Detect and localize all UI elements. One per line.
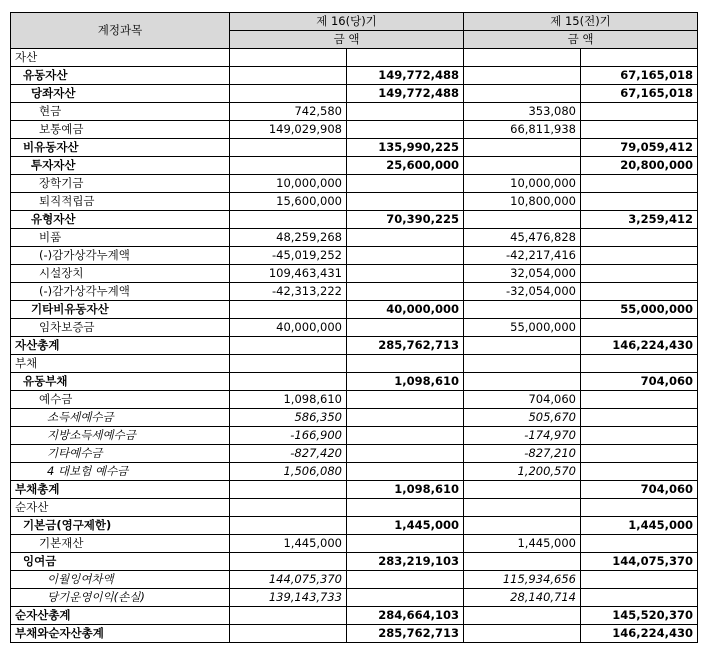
current-detail-amount	[230, 499, 347, 517]
current-detail-amount	[230, 211, 347, 229]
prior-detail-amount	[464, 355, 581, 373]
prior-total-amount: 144,075,370	[581, 553, 698, 571]
account-label: 임차보증금	[11, 319, 230, 337]
current-detail-amount: 1,506,080	[230, 463, 347, 481]
current-detail-amount: 15,600,000	[230, 193, 347, 211]
prior-detail-amount: 115,934,656	[464, 571, 581, 589]
prior-total-amount	[581, 499, 698, 517]
current-total-amount: 285,762,713	[347, 625, 464, 643]
current-total-amount: 285,762,713	[347, 337, 464, 355]
current-detail-amount: 1,445,000	[230, 535, 347, 553]
statement-rows	[11, 49, 698, 643]
current-total-amount: 1,098,610	[347, 373, 464, 391]
current-detail-amount: 1,098,610	[230, 391, 347, 409]
current-total-amount	[347, 535, 464, 553]
table-row	[11, 499, 698, 517]
current-total-amount	[347, 571, 464, 589]
prior-total-amount	[581, 49, 698, 67]
prior-detail-amount: 10,800,000	[464, 193, 581, 211]
current-total-amount	[347, 427, 464, 445]
table-row	[11, 517, 698, 535]
account-label: 유동자산	[11, 67, 230, 85]
prior-total-amount	[581, 193, 698, 211]
current-detail-amount: 144,075,370	[230, 571, 347, 589]
prior-total-amount	[581, 463, 698, 481]
account-label: 당기운영이익(손실)	[11, 589, 230, 607]
prior-total-amount	[581, 319, 698, 337]
header-row-periods	[11, 13, 698, 31]
prior-detail-amount: 1,445,000	[464, 535, 581, 553]
prior-total-amount	[581, 355, 698, 373]
prior-total-amount: 67,165,018	[581, 85, 698, 103]
prior-total-amount	[581, 229, 698, 247]
current-detail-amount: 48,259,268	[230, 229, 347, 247]
account-label: (-)감가상각누계액	[11, 283, 230, 301]
current-detail-amount: 742,580	[230, 103, 347, 121]
current-total-amount: 1,098,610	[347, 481, 464, 499]
prior-detail-amount	[464, 85, 581, 103]
table-row	[11, 139, 698, 157]
current-total-amount	[347, 409, 464, 427]
table-row	[11, 67, 698, 85]
prior-total-amount: 20,800,000	[581, 157, 698, 175]
prior-total-amount	[581, 265, 698, 283]
prior-detail-amount	[464, 67, 581, 85]
current-total-amount	[347, 121, 464, 139]
prior-detail-amount	[464, 157, 581, 175]
current-total-amount: 40,000,000	[347, 301, 464, 319]
current-detail-amount	[230, 517, 347, 535]
table-row	[11, 373, 698, 391]
prior-detail-amount: -32,054,000	[464, 283, 581, 301]
current-detail-amount: 10,000,000	[230, 175, 347, 193]
financial-statement	[10, 12, 698, 643]
current-total-amount	[347, 589, 464, 607]
prior-detail-amount	[464, 337, 581, 355]
prior-total-amount	[581, 121, 698, 139]
current-total-amount: 149,772,488	[347, 67, 464, 85]
current-detail-amount	[230, 49, 347, 67]
prior-detail-amount: 704,060	[464, 391, 581, 409]
table-row	[11, 391, 698, 409]
table-row	[11, 247, 698, 265]
account-title-header: 계정과목	[11, 13, 230, 49]
prior-detail-amount	[464, 373, 581, 391]
table-row	[11, 175, 698, 193]
table-row	[11, 301, 698, 319]
current-detail-amount	[230, 139, 347, 157]
prior-detail-amount	[464, 49, 581, 67]
prior-detail-amount	[464, 553, 581, 571]
current-detail-amount	[230, 553, 347, 571]
current-detail-amount	[230, 337, 347, 355]
account-label: 잉여금	[11, 553, 230, 571]
prior-total-amount: 1,445,000	[581, 517, 698, 535]
account-label: 순자산	[11, 499, 230, 517]
prior-detail-amount	[464, 301, 581, 319]
table-row	[11, 157, 698, 175]
current-total-amount	[347, 49, 464, 67]
prior-total-amount: 67,165,018	[581, 67, 698, 85]
table-row	[11, 211, 698, 229]
table-row	[11, 409, 698, 427]
prior-detail-amount: 66,811,938	[464, 121, 581, 139]
current-total-amount: 149,772,488	[347, 85, 464, 103]
current-total-amount	[347, 193, 464, 211]
prior-detail-amount: 28,140,714	[464, 589, 581, 607]
prior-detail-amount	[464, 607, 581, 625]
current-total-amount: 135,990,225	[347, 139, 464, 157]
prior-total-amount: 146,224,430	[581, 337, 698, 355]
table-row	[11, 625, 698, 643]
prior-detail-amount: 10,000,000	[464, 175, 581, 193]
table-row	[11, 49, 698, 67]
table-row	[11, 193, 698, 211]
current-total-amount	[347, 265, 464, 283]
prior-total-amount	[581, 535, 698, 553]
current-detail-amount: -166,900	[230, 427, 347, 445]
table-row	[11, 427, 698, 445]
account-label: 부채	[11, 355, 230, 373]
current-detail-amount	[230, 85, 347, 103]
prior-total-amount	[581, 283, 698, 301]
current-detail-amount	[230, 355, 347, 373]
prior-detail-amount	[464, 481, 581, 499]
table-row	[11, 535, 698, 553]
account-label: 현금	[11, 103, 230, 121]
current-detail-amount	[230, 625, 347, 643]
table-row	[11, 283, 698, 301]
table-row	[11, 589, 698, 607]
current-detail-amount	[230, 157, 347, 175]
current-total-amount	[347, 247, 464, 265]
current-detail-amount: 586,350	[230, 409, 347, 427]
prior-amount-header: 금 액	[464, 31, 698, 49]
account-label: 당좌자산	[11, 85, 230, 103]
current-detail-amount: -42,313,222	[230, 283, 347, 301]
account-label: 시설장치	[11, 265, 230, 283]
account-label: 예수금	[11, 391, 230, 409]
table-row	[11, 571, 698, 589]
current-total-amount	[347, 229, 464, 247]
balance-sheet-table	[10, 12, 698, 643]
account-label: 자산총계	[11, 337, 230, 355]
account-label: 기본금(영구제한)	[11, 517, 230, 535]
account-label: 유동부채	[11, 373, 230, 391]
prior-total-amount	[581, 445, 698, 463]
current-period-header: 제 16(당)기	[230, 13, 464, 31]
account-label: 투자자산	[11, 157, 230, 175]
prior-total-amount: 146,224,430	[581, 625, 698, 643]
prior-detail-amount: 505,670	[464, 409, 581, 427]
account-label: 부채총계	[11, 481, 230, 499]
current-detail-amount: 139,143,733	[230, 589, 347, 607]
current-total-amount	[347, 391, 464, 409]
prior-detail-amount	[464, 517, 581, 535]
prior-total-amount	[581, 103, 698, 121]
table-row	[11, 337, 698, 355]
prior-total-amount: 3,259,412	[581, 211, 698, 229]
prior-detail-amount: 45,476,828	[464, 229, 581, 247]
account-label: 자산	[11, 49, 230, 67]
prior-detail-amount: -42,217,416	[464, 247, 581, 265]
current-detail-amount: -45,019,252	[230, 247, 347, 265]
table-row	[11, 355, 698, 373]
account-label: 4 대보험 예수금	[11, 463, 230, 481]
prior-detail-amount: 353,080	[464, 103, 581, 121]
prior-detail-amount	[464, 499, 581, 517]
current-detail-amount	[230, 607, 347, 625]
current-amount-header: 금 액	[230, 31, 464, 49]
prior-detail-amount: 1,200,570	[464, 463, 581, 481]
current-total-amount: 70,390,225	[347, 211, 464, 229]
table-row	[11, 229, 698, 247]
current-total-amount	[347, 283, 464, 301]
account-label: 순자산총계	[11, 607, 230, 625]
prior-detail-amount: -827,210	[464, 445, 581, 463]
table-row	[11, 121, 698, 139]
account-label: 소득세예수금	[11, 409, 230, 427]
current-total-amount	[347, 445, 464, 463]
current-detail-amount: 40,000,000	[230, 319, 347, 337]
prior-total-amount	[581, 427, 698, 445]
table-row	[11, 553, 698, 571]
table-row	[11, 607, 698, 625]
prior-total-amount: 704,060	[581, 481, 698, 499]
table-row	[11, 481, 698, 499]
prior-total-amount	[581, 571, 698, 589]
prior-total-amount	[581, 409, 698, 427]
current-detail-amount	[230, 481, 347, 499]
prior-total-amount	[581, 247, 698, 265]
prior-total-amount: 704,060	[581, 373, 698, 391]
prior-detail-amount	[464, 211, 581, 229]
account-label: 기타예수금	[11, 445, 230, 463]
account-label: 보통예금	[11, 121, 230, 139]
prior-detail-amount: 55,000,000	[464, 319, 581, 337]
prior-total-amount: 145,520,370	[581, 607, 698, 625]
current-detail-amount	[230, 301, 347, 319]
prior-total-amount	[581, 175, 698, 193]
current-total-amount	[347, 319, 464, 337]
account-label: 기타비유동자산	[11, 301, 230, 319]
account-label: 이월잉여차액	[11, 571, 230, 589]
table-row	[11, 265, 698, 283]
account-label: 기본재산	[11, 535, 230, 553]
account-label: 퇴직적립금	[11, 193, 230, 211]
current-total-amount: 284,664,103	[347, 607, 464, 625]
table-row	[11, 463, 698, 481]
current-detail-amount: -827,420	[230, 445, 347, 463]
prior-detail-amount	[464, 139, 581, 157]
prior-detail-amount: 32,054,000	[464, 265, 581, 283]
table-row	[11, 445, 698, 463]
current-detail-amount	[230, 373, 347, 391]
current-detail-amount	[230, 67, 347, 85]
table-row	[11, 319, 698, 337]
account-label: 유형자산	[11, 211, 230, 229]
prior-total-amount: 55,000,000	[581, 301, 698, 319]
current-total-amount	[347, 463, 464, 481]
table-row	[11, 85, 698, 103]
account-label: 비유동자산	[11, 139, 230, 157]
current-total-amount: 283,219,103	[347, 553, 464, 571]
table-row	[11, 103, 698, 121]
current-total-amount	[347, 103, 464, 121]
prior-total-amount: 79,059,412	[581, 139, 698, 157]
current-detail-amount: 109,463,431	[230, 265, 347, 283]
prior-detail-amount: -174,970	[464, 427, 581, 445]
account-label: 비품	[11, 229, 230, 247]
account-label: 지방소득세예수금	[11, 427, 230, 445]
current-total-amount: 1,445,000	[347, 517, 464, 535]
current-total-amount: 25,600,000	[347, 157, 464, 175]
account-label: 부채와순자산총계	[11, 625, 230, 643]
prior-total-amount	[581, 589, 698, 607]
prior-detail-amount	[464, 625, 581, 643]
current-total-amount	[347, 499, 464, 517]
current-total-amount	[347, 175, 464, 193]
current-detail-amount: 149,029,908	[230, 121, 347, 139]
account-label: (-)감가상각누계액	[11, 247, 230, 265]
prior-total-amount	[581, 391, 698, 409]
current-total-amount	[347, 355, 464, 373]
account-label: 장학기금	[11, 175, 230, 193]
prior-period-header: 제 15(전)기	[464, 13, 698, 31]
